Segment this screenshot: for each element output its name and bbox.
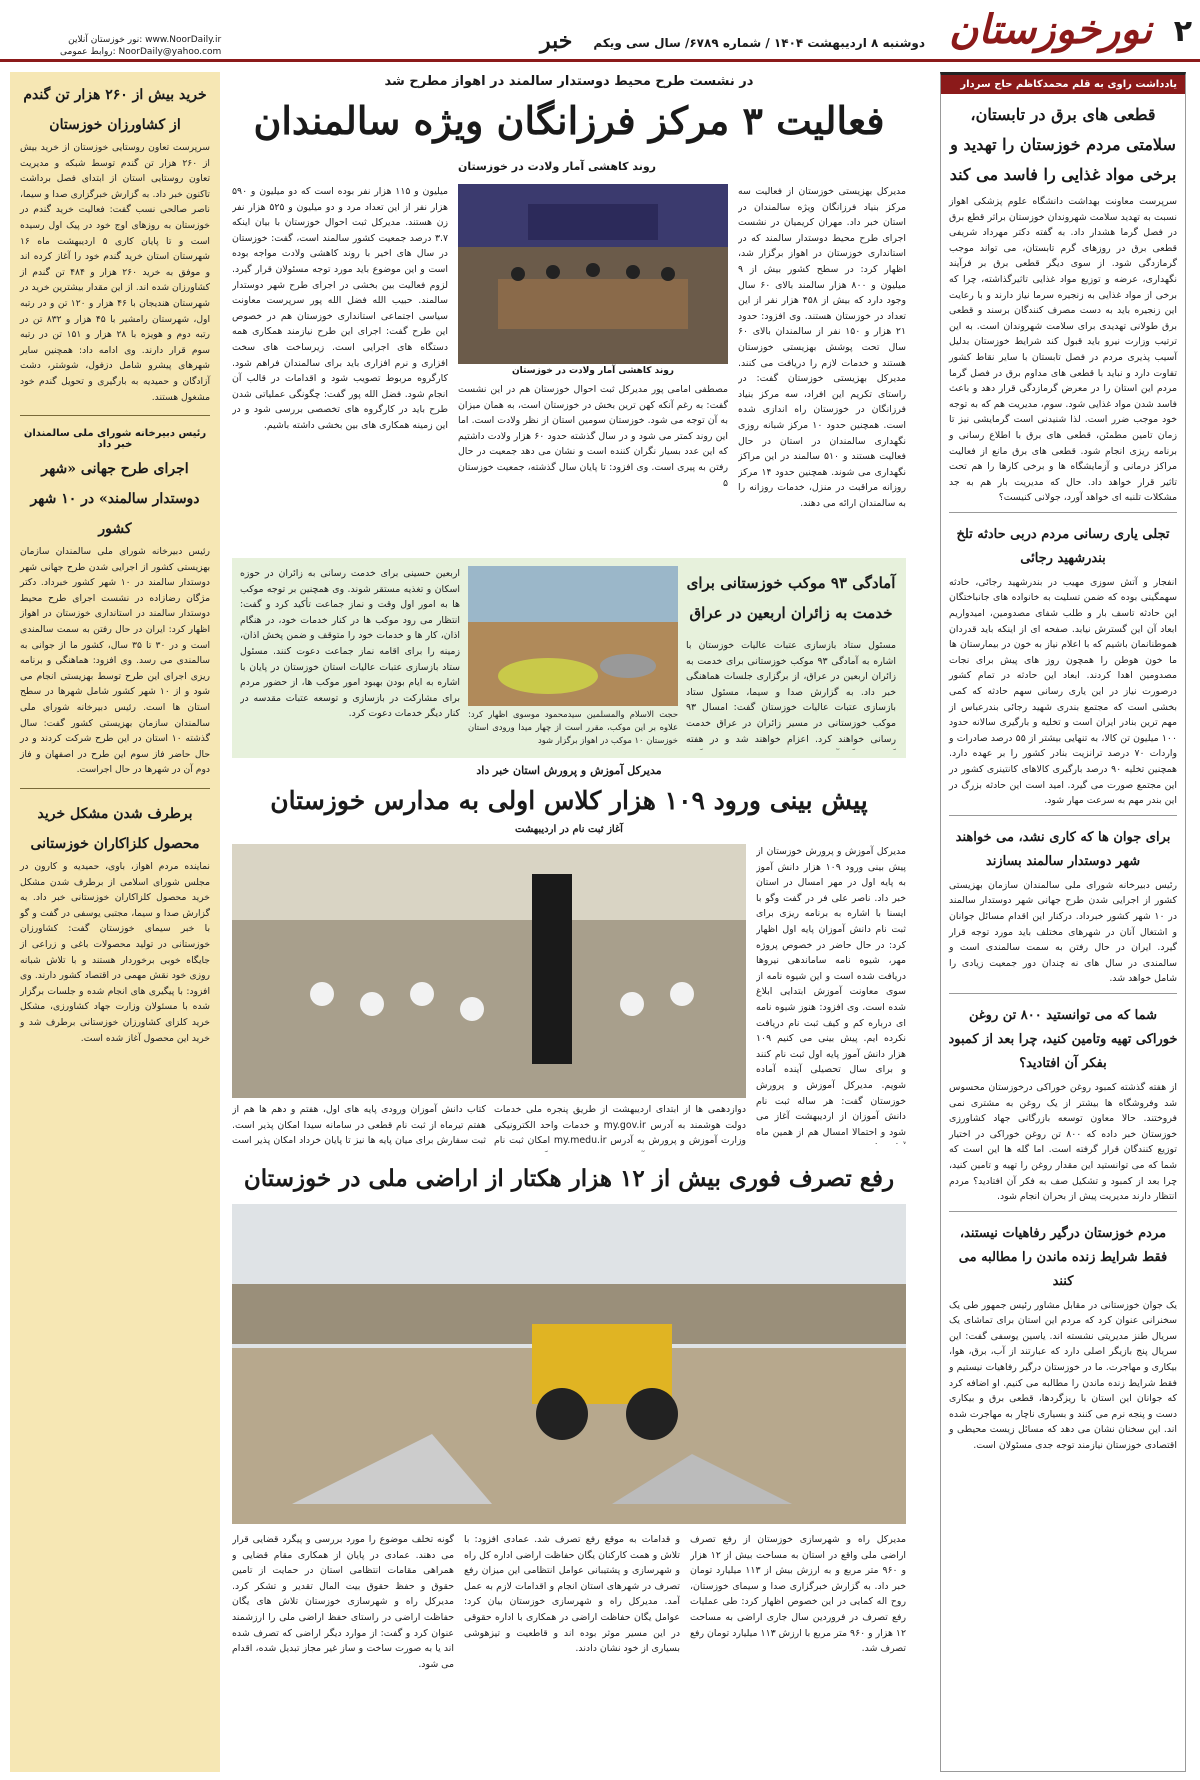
divider [949,993,1177,994]
article-title: تجلی یاری رسانی مردم دربی حادثه تلخ بندرشهید رجائی [956,526,1170,566]
person-shape [586,263,600,277]
arbaeen-column: مسئول ستاد بازسازی عتبات عالیات خوزستان با اشاره به آمادگی ۹۳ موکب خوزستانی برای خدمت به زائران اربعین در عراق، از برگزاری جلسات هماهنگی خبر داد. به گزارش صدا و سیما، مسئول ستاد بازسازی عتبات عالیات خوزستان گفت: امسال ۹۳ موکب خوزستانی در مسیر زائران در عراق خدمت رسانی خواهند کرد. اعزام خواهند شد و در هفته [686,640,896,745]
divider [949,512,1177,513]
section-label: خبر [540,28,573,54]
newspaper-logo: نورخوزستان [949,6,1152,53]
meeting-photo-illustration [458,184,728,364]
school-subtitle: آغاز ثبت نام در اردیبهشت [515,824,623,835]
article-title: اجرای طرح جهانی «شهر دوستدار سالمند» در ۱۰ شهر کشور [30,461,200,538]
divider [20,415,210,416]
teacher-shape [532,874,572,1064]
article-title: برطرف شدن مشکل خرید محصول کلزاکاران خوزستانی [30,806,200,852]
land-column: گونه تخلف موضوع را مورد بررسی و پیگرد قضایی قرار می دهند. عمادی در پایان از همکاری مقام قضایی و همراهی مقامات انتظامی استان در حمایت از تامین حقوق و حفظ حقوق بیت المال تقدیر و تشکر کرد. مدیرکل راه و شهرسازی خوزستان تلاش های یگان حفاظت اراضی در راستای حفظ اراضی ملی را ارزشمند عنوان کرد و گفت: از موارد دیگر اراضی که تصرف شده اند یا به صورت ساخت و ساز غیر مجاز تبدیل شده، اقدام می شود. [232,1534,454,1670]
student-shape [360,992,384,1016]
moukeb-photo-illustration [468,566,678,706]
lead-subtitle: روند کاهشی آمار ولادت در خوزستان [457,160,656,173]
land-column: و قدامات به موقع رفع تصرف شد. عمادی افزود: با تلاش و همت کارکنان یگان حفاظت اراضی اداره کل راه و شهرسازی و پشتیبانی عوامل انتظامی این میزان رفع تصرف در شهرهای استان انجام و اقدامات لازم به عمل آمد. مدیرکل راه و شهرسازی خوزستان بیان کرد: عوامل یگان حفاظت اراضی در همکاری با اداره حقوقی در این مسیر موثر بوده اند و قاطعیت و تیزهوشی بسیاری از خود نشان دادند. [464,1534,680,1655]
article-body: سرپرست معاونت بهداشت دانشگاه علوم پزشکی اهواز نسبت به تهدید سلامت شهروندان خوزستان براثر قطع برق در فصل گرما هشدار داد. به گفته دکتر مهرداد شریفی قطعی برق در روزهای گرم تابستان، می تواند موجب گرمازدگی شود. از سوی دیگر قطعی برق بر فرآیند نگهداری، عرضه و توزیع مواد غذایی تاثیرگذاشته، چرا که برخی از مواد غذایی به زنجیره سرما نیاز دارند و با رعایت این زنجیره باید به دست مصرف کنندگان برسند و قطعی برق طولانی تهدیدی برای سلامت شهروندان است. به این ترتیب وزارت نیرو باید قبول کند شرایط خوزستان بدلیل آسیب پذیری مردم در فصل تابستان با سایر نقاط کشور تفاوت دارد و نباید با قطعی های مداوم برق در فصل گرما مردم این استان را در معرض گرمازدگی قرار دهد و باعث فاسد شدن مواد غذایی شود. سوم، مدیریت هم که به توجه خود موجب ضرر است. لذا شنیدنی است گرمایشی نیز تا زمان تامین مطمئن، قطعی های برق با اطلاع رسانی و برنامه ریزی انجام شود. قطعی های برق مانع از فعالیت مراکز درمانی و آزمایشگاه ها و برخی کارها را هم تحت تاثیر قرار خواهد داد. حال که مدیریت بار هم به جد مشکلات تلنبه ای خواهد آورد، جولانی کنیست؟ [949,196,1177,504]
article-body: از هفته گذشته کمبود روغن خوراکی درخوزستان محسوس شد وفروشگاه ها بیشتر از یک روغن به مشتری نمی فروختند. حالا معاون توسعه بازرگانی جهاد کشاورزی خوزستان خبر داده که ۸۰۰ تن روغن خوراکی در اختیار توزیع کنندگان قرار گرفته است. اما گله ها این است که شما که می توانستید این مقدار روغن را تهیه و تامین کنید، چرا بعد از کمبود و تشکیل صف به فکر آن افتادید؟ مردم انتظار دارند مدیریت پیش از بحران انجام شود. [949,1081,1177,1203]
rubble-shape [292,1434,492,1504]
masthead [0,0,1200,62]
student-shape [620,992,644,1016]
article-kicker: رئیس دبیرخانه شورای ملی سالمندان خبر داد [23,428,207,451]
main-area [232,72,906,1772]
photo-caption: حجت الاسلام والمسلمین سیدمحمود موسوی اظهار کرد: علاوه بر این موکب، مقرر است از چهار میدا ورودی استان خوزستان ۱۰ موکب در اهواز برگزار شود [468,709,678,745]
student-shape [460,997,484,1021]
school-column: کتاب دانش آموزان ورودی پایه های اول، هفتم و دهم ها هم از هفتم تیرماه از ثبت نام قطعی در سامانه سیدا امکان پذیر است. ثبت سفارش برای میان پایه ها نیز تا پایان خرداد امکان پذیر است [232,1104,486,1147]
table-shape [498,279,688,329]
meeting-photo [458,184,728,364]
site-info [60,34,221,58]
right-column [940,72,1186,1772]
lead-kicker: در نشست طرح محیط دوستدار سالمند در اهواز مطرح شد [384,74,754,89]
photo-caption: روند کاهشی آمار ولادت در خوزستان [511,366,674,376]
wheel-shape [626,1388,678,1440]
lead-headline: فعالیت ۳ مرکز فرزانگان ویژه سالمندان [253,98,885,143]
classroom-photo-illustration [232,844,746,1098]
article-body: رئیس دبیرخانه شورای ملی سالمندان سازمان بهزیستی کشور از اجرایی شدن طرح جهانی شهر دوستدار سالمند در ۱۰ شهر کشور خبرداد. دکتر مژگان رضازاده در نشست اجرای طرح محیط دوستدار سالمند در استانداری خوزستان در اهواز اظهار کرد: ایران در حال رفتن به سمت سالمندی است و در ۳۰ تا ۳۵ سال، کشور ما از جوانی به سالمندی می رسد. وی افزود: هماهنگی و برنامه ریزی اجرای این طرح توسط بهزیستی انجام می شود و از ۱۰ شهر کشور شامل شهرها در سطح استان ها است. رئیس دبیرخانه شورای ملی سالمندان سازمان بهزیستی کشور گفت: سال گذشته ۱۰ استان در این طرح شرکت کردند و در حال حاضر فاز سوم این طرح در اصفهان و فاز دوم آن در شهرها در حال اجراست. [20,546,211,776]
divider [20,788,210,789]
article-title: مردم خوزستان درگیر رفاهیات نیستند، فقط شرایط زنده ماندن را مطالبه می کنند [958,1225,1168,1289]
school-headline: پیش بینی ورود ۱۰۹ هزار کلاس اولی به مدارس خوزستان [270,786,868,815]
article-title: قطعی های برق در تابستان، سلامتی مردم خوزستان را تهدید و برخی مواد غذایی را فاسد می کند [949,105,1177,184]
rubble-shape [612,1454,792,1504]
article-body: انفجار و آتش سوزی مهیب در بندرشهید رجائی، حادثه سهمگینی بوده که ضمن تسلیت به خانواده های جانباختگان این حادثه تاسف بار و طلب شفای مصدومین، امیدواریم ابعاد آن این گسترش نیابد. صفحه ای از اینکه باید قدردان هموطنانمان باشیم که با اعلام نیاز به خون در بیمارستان ها ما خون هوطن را همچون روز های پیش برای نجات مصدومین اهدا کردند. ابعاد این حادثه در تمام کشور درصورت نیاز در این یاری رسانی سهم حادثه که کمی بخشی است که مجتمع بندری شهید رجائی بندرعباس از مهم ترین بنادر ایران است و تخلیه و بارگیری سالانه حدود ۱۰۰ میلیون تن کالا، به تنهایی بیشتر از ۵۵ درصد صادرات و واردات ۷۰ درصد ترانزیت بنادر کشور را بر عهده دارد. همچنین تخلیه ۹۰ درصد بارگیری کالاهای کانتینری کشور در این مجتمع صورت می گیرد. امید است این حادثه بزرگ در این بندر مهم به سرعت مهار شود. [949,576,1178,807]
byline: یادداشت راوی به قلم محمدکاظم حاج سردار [941,75,1185,94]
student-shape [310,982,334,1006]
page-number: ۲ [1173,14,1192,49]
wheel-shape [536,1388,588,1440]
bulldozer-photo-illustration [232,1204,906,1524]
site-line: نور خوزستان آنلاین: www.NoorDaily.ir [68,35,222,45]
article-title: خرید بیش از ۲۶۰ هزار تن گندم از کشاورزان خوزستان [23,87,207,133]
article-body: یک جوان خوزستانی در مقابل مشاور رئیس جمهور طی یک سخنرانی عنوان کرد که مردم این استان برای تماشای یک سریال طنز مدیریتی نشسته اند. یاسین یوسفی گفت: این سریال پنج بازیگر اصلی دارد که عبارتند از آب، برق، هوا، بیکاری و مهاجرت. ما در خوزستان درگیر رفاهیات نیستیم و فقط شرایط زنده ماندن را مطالبه می کنیم. او اضافه کرد که جوانان این استان با ریزگردها، قطعی برق و بیکاری دست و پنجه نرم می کنند و بسیاری ناچار به مهاجرت شده اند. این سخنان نشان می دهد که مسائل زیست محیطی و اقتصادی خوزستان نیازمند توجه جدی مسئولان است. [949,1299,1177,1452]
classroom-photo [232,844,746,1098]
lead-column: مدیرکل بهزیستی خوزستان از فعالیت سه مرکز بنیاد فرزانگان ویژه سالمندان در استان خبر داد. مهران کریمیان در نشست اجرای طرح محیط دوستدار سالمند که در استانداری خوزستان در اهواز برگزار شد، اظهار کرد: در سطح کشور بیش از ۹ میلیون و ۸۰۰ هزار سالمند بالای ۶۰ سال وجود دارد که بیش از ۴۵۸ هزار نفر از این تعداد در خوزستان هستند. وی افزود: حدود ۲۱ هزار و ۱۵۰ نفر از سالمندان بالای ۶۰ سال تحت پوشش بهزیستی خوزستان هستند و خدمات لازم را دریافت می کنند. مدیرکل بهزیستی خوزستان گفت: در راستای تکریم این افراد، سه مرکز بنیاد فرزانگان در خوزستان راه اندازی شده است. همچنین حدود ۱۰ مرکز شبانه روزی نگهداری سالمندان در استان در حال فعالیت هستند و ۵۱۰ سالمند در این مراکز نگهداری می شوند. همچنین حدود ۱۴ مرکز روزانه مراقبت در منزل، خدمات روزانه را به سالمندان ارائه می دهند. [738,186,906,509]
dateline: دوشنبه ۸ اردیبهشت ۱۴۰۴ / شماره ۶۷۸۹/ سال سی ویکم [593,36,925,50]
food-pot-shape [498,658,598,694]
divider [949,1211,1177,1212]
bulldozer-photo [232,1204,906,1524]
person-shape [626,265,640,279]
land-headline: رفع تصرف فوری بیش از ۱۲ هزار هکتار از اراضی ملی در خوزستان [243,1165,895,1192]
school-column: مدیرکل آموزش و پرورش خوزستان از پیش بینی ورود ۱۰۹ هزار دانش آموز به پایه اول در مهر امسال در استان خبر داد. ناصر علی فر در گفت وگو با ایسنا با اشاره به برنامه ریزی برای ثبت نام دانش آموزان پایه اول اظهار کرد: در حال حاضر در خصوص پروژه مهر، شیوه نامه ساماندهی نیروها دریافت شده است و این شیوه نامه از سوی معاونت آموزش ابتدایی ابلاغ شده است. وی افزود: هنوز شیوه نامه ای درباره کم و کیف ثبت نام دریافت نکرده ایم. پیش بینی می کنیم ۱۰۹ هزار دانش آموز پایه اول ثبت نام کنند و برای سال تحصیلی آینده آماده شویم. مدیرکل آموزش و پرورش خوزستان گفت: هر ساله ثبت نام دانش آموزان از اردیبهشت آغاز می شود و احتمالا امسال هم از همین ماه [756,846,906,1138]
banner-shape [528,204,658,240]
school-column: دوازدهمی ها از ابتدای اردیبهشت از طریق پنجره ملی خدمات دولت هوشمند به آدرس my.gov.ir و خدمات واحد الکترونیکی وزارت آموزش و پرورش به آدرس my.medu.ir امکان ثبت نام [494,1104,746,1147]
person-shape [661,267,675,281]
moukeb-photo [468,566,678,706]
arbaeen-column: اربعین حسینی برای خدمت رسانی به زائران در حوزه اسکان و تغذیه مستقر شوند. وی همچنین بر توجه موکب ها به امور اول وقت و نماز جماعت تأکید کرد و گفت: انتظار می رود موکب ها در کنار خدمات خود، در هنگام اذان، کار ها و خدمات خود را متوقف و ضمن پخش اذان، زمینه را برای اقامه نماز جماعت دعوت کنند. مسئول ستاد بازسازی عتبات عالیات استان خوزستان در پایان با اشاره به ایام بودن بهبود امور موکب ها، از حضور مردم برای مشارکت در بازسازی و توسعه عتبات مقدسه در کنار دیگر خدمات دعوت کرد. [240,568,460,720]
article-title: برای جوان ها که کاری نشد، می خواهند شهر دوستدار سالمند بسازند [955,829,1171,869]
person-shape [511,267,525,281]
article-body: نماینده مردم اهواز، باوی، حمیدیه و کارون در مجلس شورای اسلامی از برطرف شدن مشکل خرید محصول کلزاکاران خوزستانی خبر داد. به گزارش صدا و سیما، مجتبی یوسفی در گفت و گو با خبر سیمای خوزستان گفت: کشاورزان خوزستانی در تولید محصولات باغی و زراعی از جایگاه خوبی برخوردار هستند و با تلاش شبانه روزی خود نقش مهمی در اقتصاد کشور دارند. وی افزود: با پیگیری های انجام شده و جلسات برگزار شده با مسئولان وزارت جهاد کشاورزی، مشکل خرید کلزای کشاورزان خوزستانی برطرف شد و خرید این محصول آغاز شده است. [20,861,210,1044]
pot-shape [600,654,656,678]
arbaeen-headline: آمادگی ۹۳ موکب خوزستانی برای خدمت به زائران اربعین در عراق [686,574,896,622]
student-shape [410,982,434,1006]
student-shape [670,982,694,1006]
left-column [10,72,220,1772]
article-title: شما که می توانستید ۸۰۰ تن روغن خوراکی تهیه وتامین کنید، چرا بعد از کمبود بفکر آن افتادید؟ [948,1007,1178,1071]
article-body: رئیس دبیرخانه شورای ملی سالمندان سازمان بهزیستی کشور از اجرایی شدن طرح جهانی شهر دوستدار سالمند در ۱۰ شهر کشور خبرداد. درکنار این اقدام مسائل جوانان و اشتغال آنان در شهرهای مختلف باید مورد توجه قرار گیرد. ایران در حال رفتن به سمت سالمندی است و سالمندی در سال های نه چندان دور جمعیت زیادی را شامل خواهد شد. [949,879,1177,985]
article-body: سرپرست تعاون روستایی خوزستان از خرید بیش از ۲۶۰ هزار تن گندم توسط شبکه و مدیریت تعاون روستایی استان از ابتدای فصل برداشت تاکنون خبر داد. به گزارش خبرگزاری صدا و سیما، ناصر صالحی نسب گفت: فعالیت خرید گندم در خوزستان به روزهای اوج خود در پیک اول رسیده است و تا پایان کاری ۵ اردیبهشت ماه ۱۶ شهرستان استان خرید گندم خود را آغاز کرده اند و موفق به خرید ۲۶۰ هزار و ۴۸۴ تن گندم از کشاورزان شده اند. از این مقدار بیشترین خرید در شهرستان هندیجان با ۴۶ هزار و ۱۲۰ تن و در رتبه اول، شهرستان رامشیر با ۴۵ هزار و ۸۳۲ تن در رتبه دوم و هویزه با ۲۸ هزار و ۱۵۱ تن در رتبه سوم قرار دارند. وی ادامه داد: همچنین سایر شهرهای پیشرو شامل دزفول، شوشتر، دشت آزادگان و حمیدیه به بارگیری و تحویل گندم خود مشغول هستند. [20,142,211,403]
lead-column: میلیون و ۱۱۵ هزار نفر بوده است که دو میلیون و ۵۹۰ هزار نفر از این تعداد مرد و دو میلیون و ۵۲۵ هزار نفر زن هستند. مدیرکل ثبت احوال خوزستان با بیان اینکه ۳.۷ درصد جمعیت کشور سالمند است، گفت: خوزستان در سال های اخیر با روند کاهشی ولادت مواجه بوده است و این موضوع باید مورد توجه مسئولان قرار گیرد. لزوم فعالیت بین بخشی در اجرای طرح شهر دوستدار سالمند. حبیب الله فضل الله پور سرپرست معاونت سیاسی اجتماعی استانداری خوزستان هم در خصوص این طرح گفت: اجرای این طرح نیازمند همکاری همه دستگاه های اجرایی است. زیرساخت های سخت افزاری و نرم افزاری باید برای سالمندان فراهم شود. کارگروه مربوط تصویب شود و اقدامات در قالب آن انجام شود. فضل الله پور گفت: چگونگی عملیاتی شدن طرح باید در کارگروه های تخصصی بررسی شود و در این زمینه همکاری های بین بخشی داشته باشیم. [232,186,448,431]
land-column: مدیرکل راه و شهرسازی خوزستان از رفع تصرف اراضی ملی واقع در استان به مساحت بیش از ۱۲ هزار و ۹۶۰ متر مربع و به ارزش بیش از ۱۱۳ میلیارد تومان خبر داد. به گزارش خبرگزاری صدا و سیمای خوزستان، روح اله کمایی در این خصوص اظهار کرد: طی عملیات رفع تصرف در فروردین سال جاری اراضی به مساحت ۱۲ هزار و ۹۶۰ متر مربع با ارزش ۱۱۳ میلیارد تومان رفع تصرف شد. [690,1534,906,1655]
person-shape [546,265,560,279]
arbaeen-box [232,558,906,758]
school-kicker: مدیرکل آموزش و پرورش استان خبر داد [476,764,662,777]
lead-column: مصطفی امامی پور مدیرکل ثبت احوال خوزستان هم در این نشست گفت: به رغم آنکه کهن ترین بخش در خوزستان است، به همان میزان به آن توجه می شود. خوزستان سومین استان از نظر ولادت است. اما این روند کمتر می شود و در سال گذشته حدود ۶۰ هزار ولادت داشتیم که این عدد بسیار نگران کننده است و نشان می دهد جمعیت در حال رفتن به پیری است. وی افزود: تا پایان سال گذشته، جمعیت خوزستان ۵ [458,384,728,489]
site-line: روابط عمومی: NoorDaily@yahoo.com [60,47,222,57]
divider [949,815,1177,816]
